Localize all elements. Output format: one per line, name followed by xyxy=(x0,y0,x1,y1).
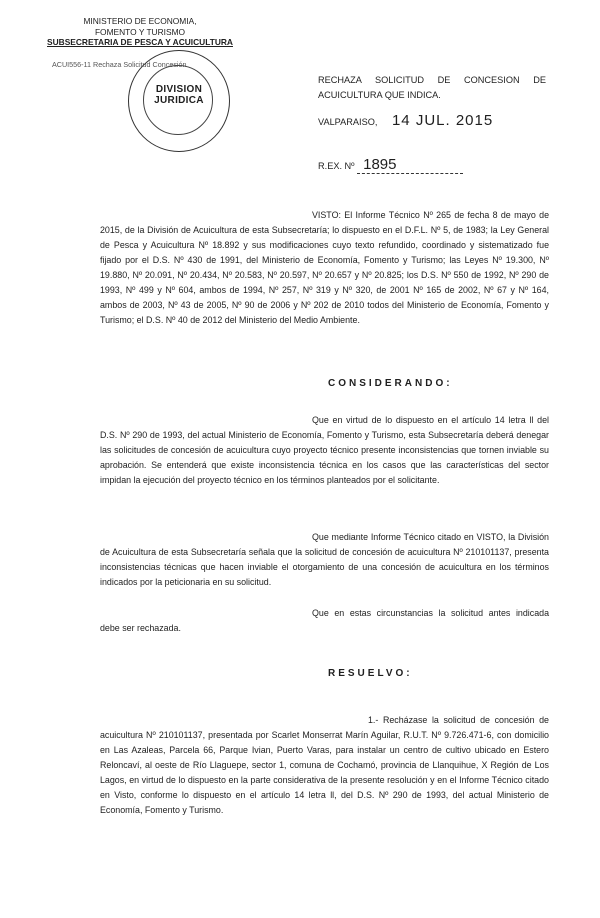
resuelvo-paragraph-1: 1.- Recházase la solicitud de concesión de acuicultura Nº 210101137, presentada por Scarlet Monserrat Marín Aguilar, R.U.T. Nº 9.726.471-6, con domicilio en Las Azaleas, Parcela 66, Parque Ivian, Puerto Varas, para instalar un centro de cultivo ubicado en Estero Reloncaví, al oeste de Río Llaguepe, sector 1, comuna de Cochamó, provincia de Llanquihue, X Región de Los Lagos, en virtud de lo dispuesto en la parte considerativa de la presente resolución y en el Informe Técnico citado en Visto, conforme lo dispuesto en el artículo 14 letra ll, del D.S. Nº 290 de 1993, del actual Ministerio de Economía, Fomento y Turismo. xyxy=(100,715,549,815)
division-juridica-seal xyxy=(128,50,230,152)
ministry-name-cont: FOMENTO Y TURISMO xyxy=(94,26,186,37)
date-stamp: 14 JUL. 2015 xyxy=(391,112,494,129)
visto-paragraph: VISTO: El Informe Técnico Nº 265 de fecha 8 de mayo de 2015, de la División de Acuicultura de esta Subsecretaría; lo dispuesto en el D.F.L. Nº 5, de 1983; la Ley General de Pesca y Acuicultura Nº 18.892 y sus modificaciones cuyo texto refundido, coordinado y sistematizado fue fijado por el D.S. Nº 430 de 1991, del Ministerio de Economía, Fomento y Turismo; las Leyes Nº 19.300, Nº 19.880, Nº 20.091, Nº 20.434, Nº 20.583, Nº 20.597, Nº 20.657 y Nº 20.825; los D.S. Nº 550 de 1992, Nº 290 de 1993, Nº 499 y Nº 604, ambos de 1994, Nº 257, Nº 319 y Nº 320, de 2001 Nº 165 de 2002, Nº 67 y Nº 164, ambos de 2003, Nº 43 de 2005, Nº 90 de 2006 y Nº 202 de 2010 todos del Ministerio de Economía, Fomento y Turismo; el D.S. Nº 40 de 2012 del Ministerio del Medio Ambiente. xyxy=(100,210,549,325)
considerando-heading: CONSIDERANDO: xyxy=(328,378,453,389)
resuelvo-heading: RESUELVO: xyxy=(328,668,413,679)
document-reference: ACUI556-11 Rechaza Solicitud Concesión xyxy=(52,60,187,69)
resolution-label: R.EX. Nº xyxy=(318,161,355,171)
considerando-paragraph-1: Que en virtud de lo dispuesto en el artículo 14 letra ll del D.S. Nº 290 de 1993, del actual Ministerio de Economía, Fomento y Turismo, esta Subsecretaría deberá denegar las solicitudes de concesión de acuicultura cuyo proyecto técnico presente inconsistencias que tornen inviable su aprobación. Se entenderá que existe inconsistencia técnica en los casos que las características del sector impidan la ejecución del proyecto técnico en los términos planteados por el solicitante. xyxy=(100,415,549,485)
resolution-number: 1895 xyxy=(357,156,463,174)
seal-label-line2: JURIDICA xyxy=(154,95,204,106)
seal-label xyxy=(129,84,229,106)
ministry-name: MINISTERIO DE ECONOMIA, xyxy=(83,16,197,26)
considerando-paragraph-2: Que mediante Informe Técnico citado en VISTO, la División de Acuicultura de esta Subsecretaría señala que la solicitud de concesión de acuicultura Nº 210101137, presenta inconsistencias técnicas que hacen inviable el otorgamiento de una concesión de acuicultura en los términos indicados por la peticionaria en su solicitud. xyxy=(100,532,549,587)
date-line xyxy=(318,112,493,129)
considerando-paragraph-3: Que en estas circunstancias la solicitud antes indicada debe ser rechazada. xyxy=(100,608,549,633)
resolution-number-line xyxy=(318,156,463,174)
subsecretaria-name: SUBSECRETARIA DE PESCA Y ACUICULTURA xyxy=(47,37,233,48)
document-subject: RECHAZA SOLICITUD DE CONCESION DE ACUICULTURA QUE INDICA. xyxy=(318,75,546,100)
seal-label-line1: DIVISION xyxy=(155,84,203,95)
date-place: VALPARAISO, xyxy=(318,117,378,127)
ministry-header xyxy=(40,16,240,48)
